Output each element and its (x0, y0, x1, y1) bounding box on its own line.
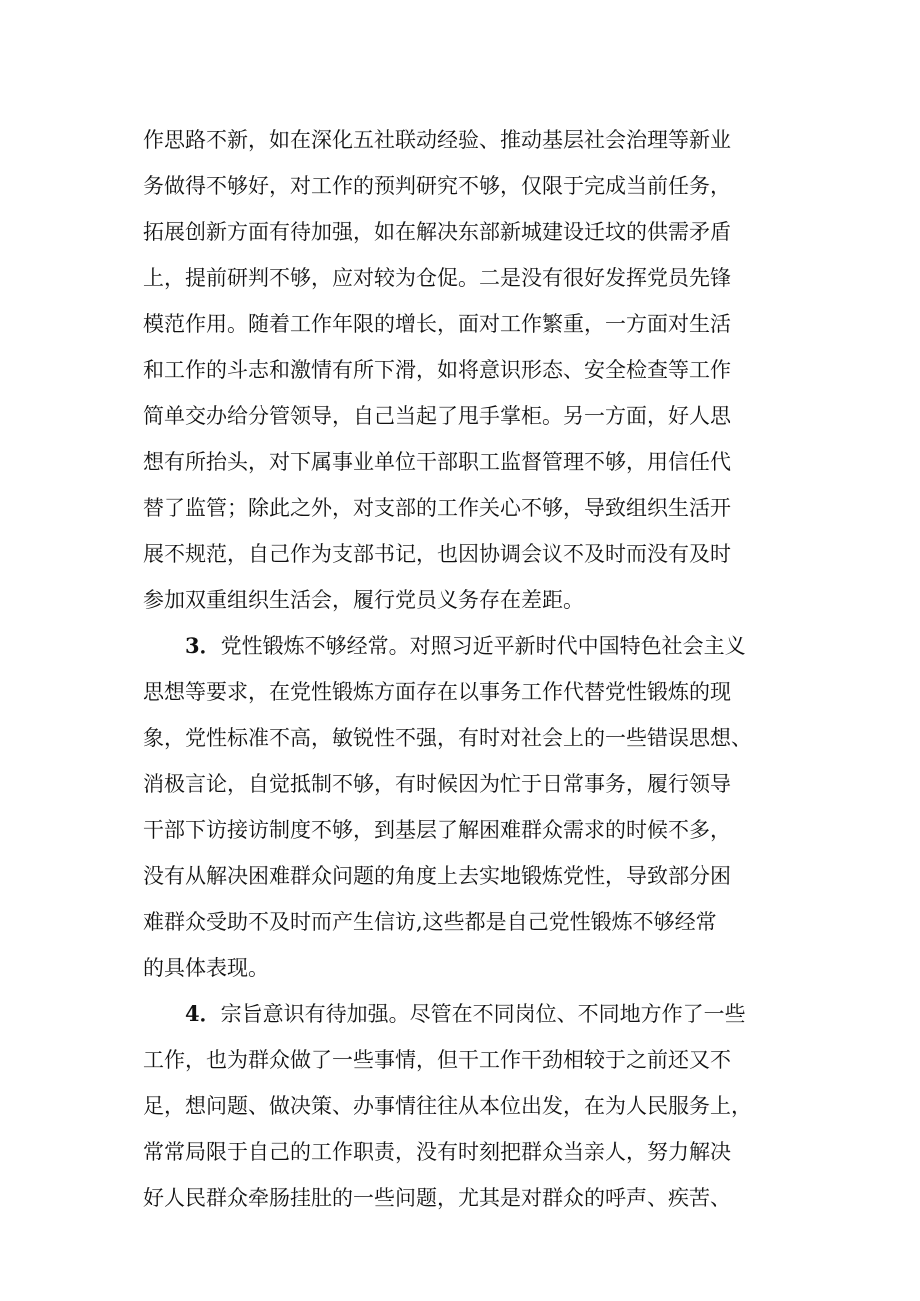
text-line: 模范作用。随着工作年限的增长，面对工作繁重，一方面对生活 (143, 312, 731, 336)
text-line: 象，党性标准不高，敏锐性不强，有时对社会上的一些错误思想、 (143, 726, 752, 750)
text-line: 常常局限于自己的工作职责，没有时刻把群众当亲人，努力解决 (143, 1140, 731, 1164)
text-line: 消极言论，自觉抵制不够，有时候因为忙于日常事务，履行领导 (143, 772, 731, 796)
text-line: 作思路不新，如在深化五社联动经验、推动基层社会治理等新业 (143, 128, 731, 152)
text-line: 拓展创新方面有待加强，如在解决东部新城建设迁坟的供需矛盾 (143, 220, 731, 244)
item-number: 3． (185, 633, 221, 658)
body-text (143, 117, 823, 1221)
text-line: 的具体表现。 (143, 956, 269, 980)
text-line: 替了监管；除此之外，对支部的工作关心不够，导致组织生活开 (143, 496, 731, 520)
paragraph-first-line (143, 623, 823, 669)
text-line: 难群众受助不及时而产生信访,这些都是自己党性锻炼不够经常 (143, 910, 717, 934)
text-line: 和工作的斗志和激情有所下滑，如将意识形态、安全检查等工作 (143, 358, 731, 382)
paragraph-first-line (143, 991, 823, 1037)
text-line: 工作，也为群众做了一些事情，但干工作干劲相较于之前还又不 (143, 1048, 731, 1072)
item-number: 4． (185, 1001, 221, 1026)
text-line: 简单交办给分管领导，自己当起了甩手掌柜。另一方面，好人思 (143, 404, 731, 428)
text-line: 展不规范，自己作为支部书记，也因协调会议不及时而没有及时 (143, 542, 731, 566)
text-line: 务做得不够好，对工作的预判研究不够，仅限于完成当前任务， (143, 174, 731, 198)
text-segment: 党性锻炼不够经常。对照习近平新时代中国特色社会主义 (220, 634, 746, 658)
text-line: 想有所抬头，对下属事业单位干部职工监督管理不够，用信任代 (143, 450, 731, 474)
text-line: 干部下访接访制度不够，到基层了解困难群众需求的时候不多， (143, 818, 731, 842)
text-line: 参加双重组织生活会，履行党员义务存在差距。 (143, 588, 584, 612)
text-line: 好人民群众牵肠挂肚的一些问题，尤其是对群众的呼声、疾苦、 (143, 1186, 731, 1210)
text-line: 没有从解决困难群众问题的角度上去实地锻炼党性，导致部分困 (143, 864, 731, 888)
text-line: 足，想问题、做决策、办事情往往从本位出发，在为人民服务上， (143, 1094, 752, 1118)
text-line: 上，提前研判不够，应对较为仓促。二是没有很好发挥党员先锋 (143, 266, 731, 290)
text-segment: 宗旨意识有待加强。尽管在不同岗位、不同地方作了一些 (220, 1002, 746, 1026)
text-line: 思想等要求，在党性锻炼方面存在以事务工作代替党性锻炼的现 (143, 680, 731, 704)
